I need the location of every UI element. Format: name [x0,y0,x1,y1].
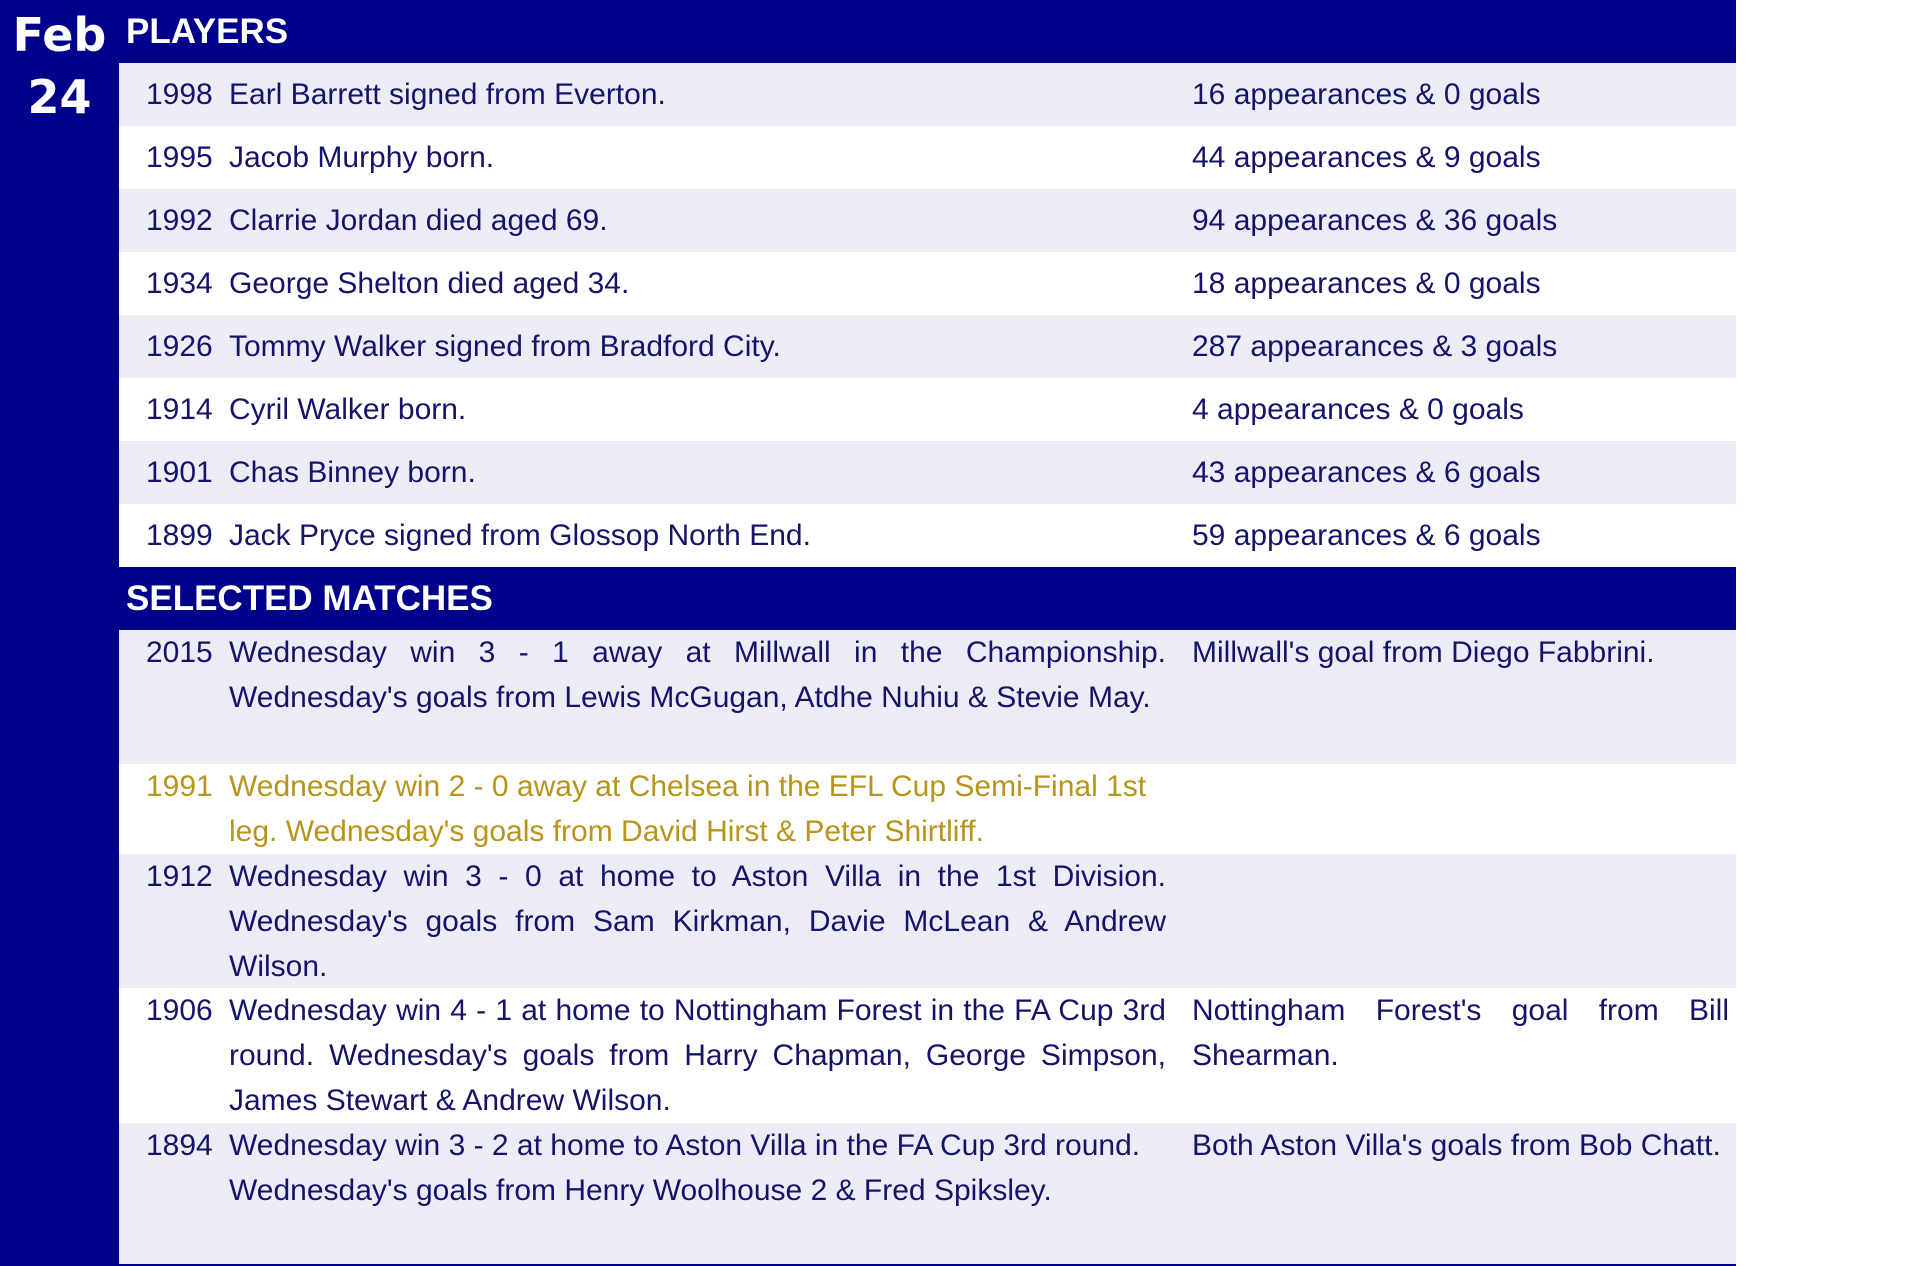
player-year: 1899 [146,519,213,552]
player-stats: 4 appearances & 0 goals [1192,393,1524,426]
player-stats: 18 appearances & 0 goals [1192,267,1541,300]
date-day: 24 [27,70,92,124]
match-row [119,988,1736,1123]
player-stats: 44 appearances & 9 goals [1192,141,1541,174]
player-year: 1992 [146,204,213,237]
match-row [119,630,1736,764]
player-year: 1901 [146,456,213,489]
player-row [119,63,1736,126]
player-year: 1995 [146,141,213,174]
player-event: Chas Binney born. [229,456,476,489]
player-year: 1934 [146,267,213,300]
player-year: 1914 [146,393,213,426]
match-description: Wednesday win 4 - 1 at home to Nottingham Forest in the FA Cup 3rd round. Wednesday's goals from Harry Chapman, George Simpson, James Stewart & Andrew Wilson. [229,994,1166,1117]
player-row [119,441,1736,504]
match-row [119,764,1736,854]
match-year: 1906 [146,994,213,1027]
match-description: Wednesday win 3 - 1 away at Millwall in the Championship. Wednesday's goals from Lewis McGugan, Atdhe Nuhiu & Stevie May. [229,636,1166,714]
date-month: Feb [12,8,107,62]
match-year: 2015 [146,636,213,669]
player-event: Earl Barrett signed from Everton. [229,78,666,111]
player-event: Jacob Murphy born. [229,141,495,174]
match-description: Wednesday win 3 - 0 at home to Aston Villa in the 1st Division. Wednesday's goals from Sam Kirkman, Davie McLean & Andrew Wilson. [229,860,1166,983]
player-stats: 94 appearances & 36 goals [1192,204,1558,237]
player-row [119,315,1736,378]
player-year: 1998 [146,78,213,111]
player-year: 1926 [146,330,213,363]
player-event: Jack Pryce signed from Glossop North End. [229,519,811,552]
match-row [119,1123,1736,1264]
player-stats: 287 appearances & 3 goals [1192,330,1558,363]
match-note: Both Aston Villa's goals from Bob Chatt. [1192,1129,1721,1162]
player-row [119,252,1736,315]
date-column [0,0,119,1266]
player-row [119,189,1736,252]
player-row [119,378,1736,441]
match-year: 1894 [146,1129,213,1162]
match-note: Millwall's goal from Diego Fabbrini. [1192,636,1655,669]
player-event: Tommy Walker signed from Bradford City. [229,330,781,363]
match-row [119,854,1736,988]
player-stats: 43 appearances & 6 goals [1192,456,1541,489]
matches-section-title: SELECTED MATCHES [119,567,1736,630]
player-event: Clarrie Jordan died aged 69. [229,204,608,237]
match-description: Wednesday win 3 - 2 at home to Aston Villa in the FA Cup 3rd round. Wednesday's goals from Henry Woolhouse 2 & Fred Spiksley. [229,1129,1141,1207]
player-stats: 59 appearances & 6 goals [1192,519,1541,552]
matches-list [119,630,1736,1264]
players-section-title: PLAYERS [119,0,1736,63]
match-note: Nottingham Forest's goal from Bill Shearman. [1192,994,1729,1072]
player-event: Cyril Walker born. [229,393,467,426]
player-stats: 16 appearances & 0 goals [1192,78,1541,111]
match-description: Wednesday win 2 - 0 away at Chelsea in the EFL Cup Semi-Final 1st leg. Wednesday's goals from David Hirst & Peter Shirtliff. [229,770,1147,848]
match-year: 1991 [146,770,213,803]
players-list [119,63,1736,567]
content-area [119,0,1736,1266]
player-event: George Shelton died aged 34. [229,267,630,300]
match-year: 1912 [146,860,213,893]
player-row [119,126,1736,189]
player-row [119,504,1736,567]
